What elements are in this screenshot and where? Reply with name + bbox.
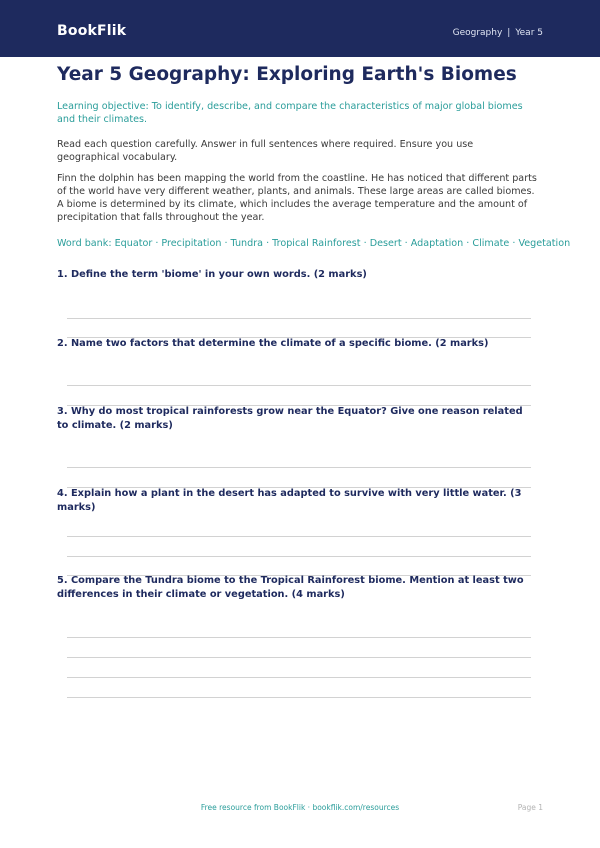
breadcrumb-subject: Geography (452, 28, 503, 38)
answer-line[interactable] (67, 637, 531, 638)
answer-line[interactable] (67, 556, 531, 557)
answer-line[interactable] (67, 467, 531, 468)
question-4: 4. Explain how a plant in the desert has adapted to survive with very little water. (3 marks) (57, 488, 522, 513)
question-2: 2. Name two factors that determine the climate of a specific biome. (2 marks) (57, 338, 489, 349)
question-5: 5. Compare the Tundra biome to the Tropical Rainforest biome. Mention at least two differences in their climate or vegetation. (4 marks) (57, 575, 524, 600)
word-bank: Word bank: Equator · Precipitation · Tundra · Tropical Rainforest · Desert · Adaptation · Climate · Vegetation (57, 238, 571, 249)
header-bar (0, 0, 600, 57)
instructions: Read each question carefully. Answer in full sentences where required. Ensure you use geographical vocabulary. (57, 139, 474, 163)
brand-logo[interactable]: BookFlik (57, 23, 127, 39)
breadcrumb (453, 28, 543, 38)
answer-line[interactable] (67, 318, 531, 319)
question-3: 3. Why do most tropical rainforests grow near the Equator? Give one reason related to climate. (2 marks) (57, 406, 523, 431)
answer-line[interactable] (67, 385, 531, 386)
page-number: Page 1 (517, 803, 543, 812)
breadcrumb-year: Year 5 (515, 28, 543, 38)
breadcrumb-separator: | (507, 28, 511, 38)
intro-paragraph: Finn the dolphin has been mapping the world from the coastline. He has noticed that different parts of the world have very different weather, plants, and animals. These large areas are called biomes. A biome is determined by its climate, which includes the average temperature and the amount of precipitation that falls throughout the year. (57, 173, 537, 223)
answer-line[interactable] (67, 657, 531, 658)
answer-line[interactable] (67, 677, 531, 678)
page-title: Year 5 Geography: Exploring Earth's Biomes (57, 64, 517, 85)
question-1: 1. Define the term 'biome' in your own words. (2 marks) (57, 269, 367, 280)
learning-objective: Learning objective: To identify, describe, and compare the characteristics of major global biomes and their climates. (57, 101, 523, 125)
footer-link[interactable]: Free resource from BookFlik · bookflik.com/resources (200, 803, 400, 812)
answer-line[interactable] (67, 697, 531, 698)
answer-line[interactable] (67, 536, 531, 537)
